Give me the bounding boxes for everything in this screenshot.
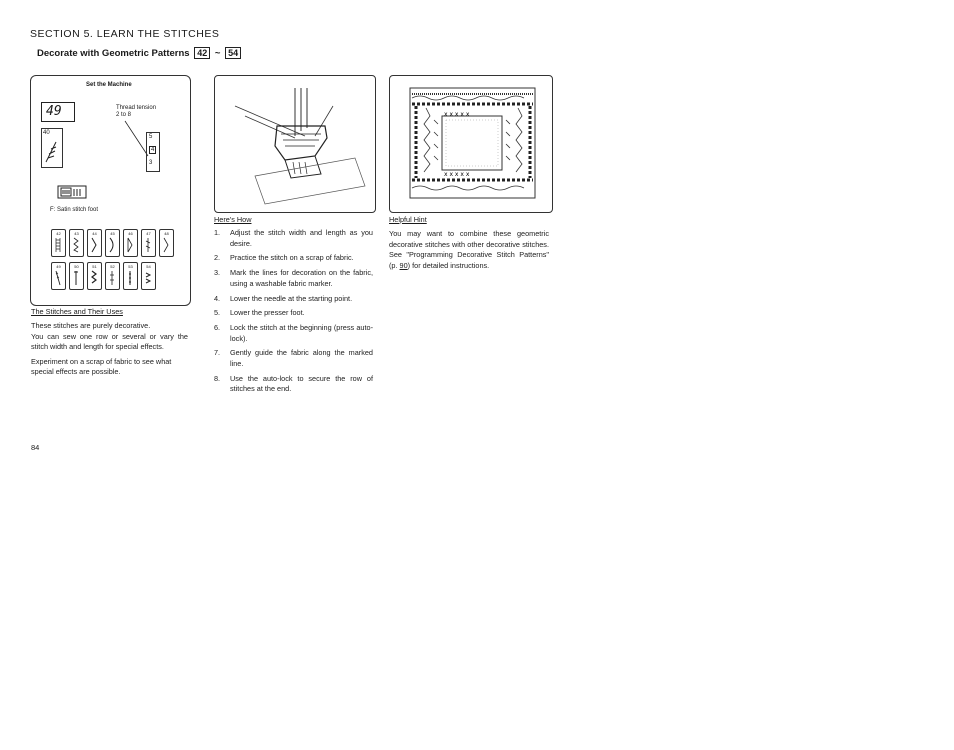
stitch-buttons-row-2 [51,262,156,290]
page-number: 84 [31,443,40,452]
stitch-button-50[interactable]: 50 [69,262,84,290]
presser-foot-illustration-panel [214,75,376,213]
uses-paragraph-2: You can sew one row or several or vary the stitch width and length for special effects. [31,331,188,352]
stitch-button-44[interactable]: 44 [87,229,102,257]
subtitle-text: Decorate with Geometric Patterns [37,48,190,59]
how-step: 6. Lock the stitch at the beginning (press auto-lock). [214,323,373,343]
pattern-range-separator: ~ [214,48,221,59]
how-step: 7. Gently guide the fabric along the marked line. [214,348,373,369]
pattern-start-box: 42 [194,47,210,59]
foot-caption: F: Satin stitch foot [50,207,99,213]
how-step: 1. Adjust the stitch width and length as you desire. [214,228,373,248]
panel-title: Set the Machine [86,82,132,88]
stitch-button-53[interactable]: 53 [123,262,138,290]
stitch-button-47[interactable]: 47 [141,229,156,257]
uses-body [31,321,188,378]
how-step: 8. Use the auto-lock to secure the row of stitches at the end. [214,373,373,394]
thread-tension-value: 2 to 8 [116,112,132,118]
stitch-button-43[interactable]: 43 [69,229,84,257]
hint-heading: Helpful Hint [389,215,427,224]
thread-tension-label: Thread tension [116,105,157,111]
pattern-end-box: 54 [225,47,241,59]
stitch-button-42[interactable]: 42 [51,229,66,257]
stitch-buttons-row-1 [51,229,174,257]
stitch-button-46[interactable]: 46 [123,229,138,257]
svg-text:x x x x x: x x x x x [444,171,470,178]
tension-dial-value-bottom: 3 [149,160,153,166]
uses-paragraph-3: Experiment on a scrap of fabric to see what special effects are possible. [31,356,172,377]
stitch-button-48[interactable]: 48 [159,229,174,257]
page-subtitle [37,47,243,59]
tension-dial-value-top: 5 [149,134,153,140]
stitch-sample-illustration [390,76,552,212]
stitch-button-51[interactable]: 51 [87,262,102,290]
satin-stitch-foot-icon [57,184,89,200]
svg-text:x x x x x: x x x x x [444,111,470,118]
tension-dial-value-mid: 4 [151,147,155,153]
uses-heading: The Stitches and Their Uses [31,307,123,316]
how-step: 3. Mark the lines for decoration on the fabric, using a washable fabric marker. [214,268,373,288]
how-step: 5. Lower the presser foot. [214,308,305,318]
how-step: 4. Lower the needle at the starting point. [214,293,353,303]
stitch-button-49[interactable]: 49 [51,262,66,290]
how-heading: Here's How [214,215,252,224]
lcd-display-value: 49 [46,104,62,119]
stitch-button-52[interactable]: 52 [105,262,120,290]
hint-body [389,229,549,271]
pattern-card-stitch-icon [43,138,59,164]
section-title: SECTION 5. LEARN THE STITCHES [30,28,220,40]
hint-text-before: You may want to combine these geometric decorative stitches with other decorative stitches. See "Programming Decorative Stitch Patterns" (p. [389,229,549,270]
stitch-button-45[interactable]: 45 [105,229,120,257]
how-steps [214,228,373,399]
hint-page-ref[interactable]: 90 [399,260,408,270]
presser-foot-illustration [215,76,375,212]
stitch-sample-panel [389,75,553,213]
pattern-card-number: 40 [43,130,50,136]
set-machine-panel [30,75,191,306]
hint-text-after: ) for detailed instructions. [407,260,490,270]
stitch-button-54[interactable]: 54 [141,262,156,290]
how-step: 2. Practice the stitch on a scrap of fabric. [214,253,354,263]
uses-paragraph-1: These stitches are purely decorative. [31,321,151,330]
